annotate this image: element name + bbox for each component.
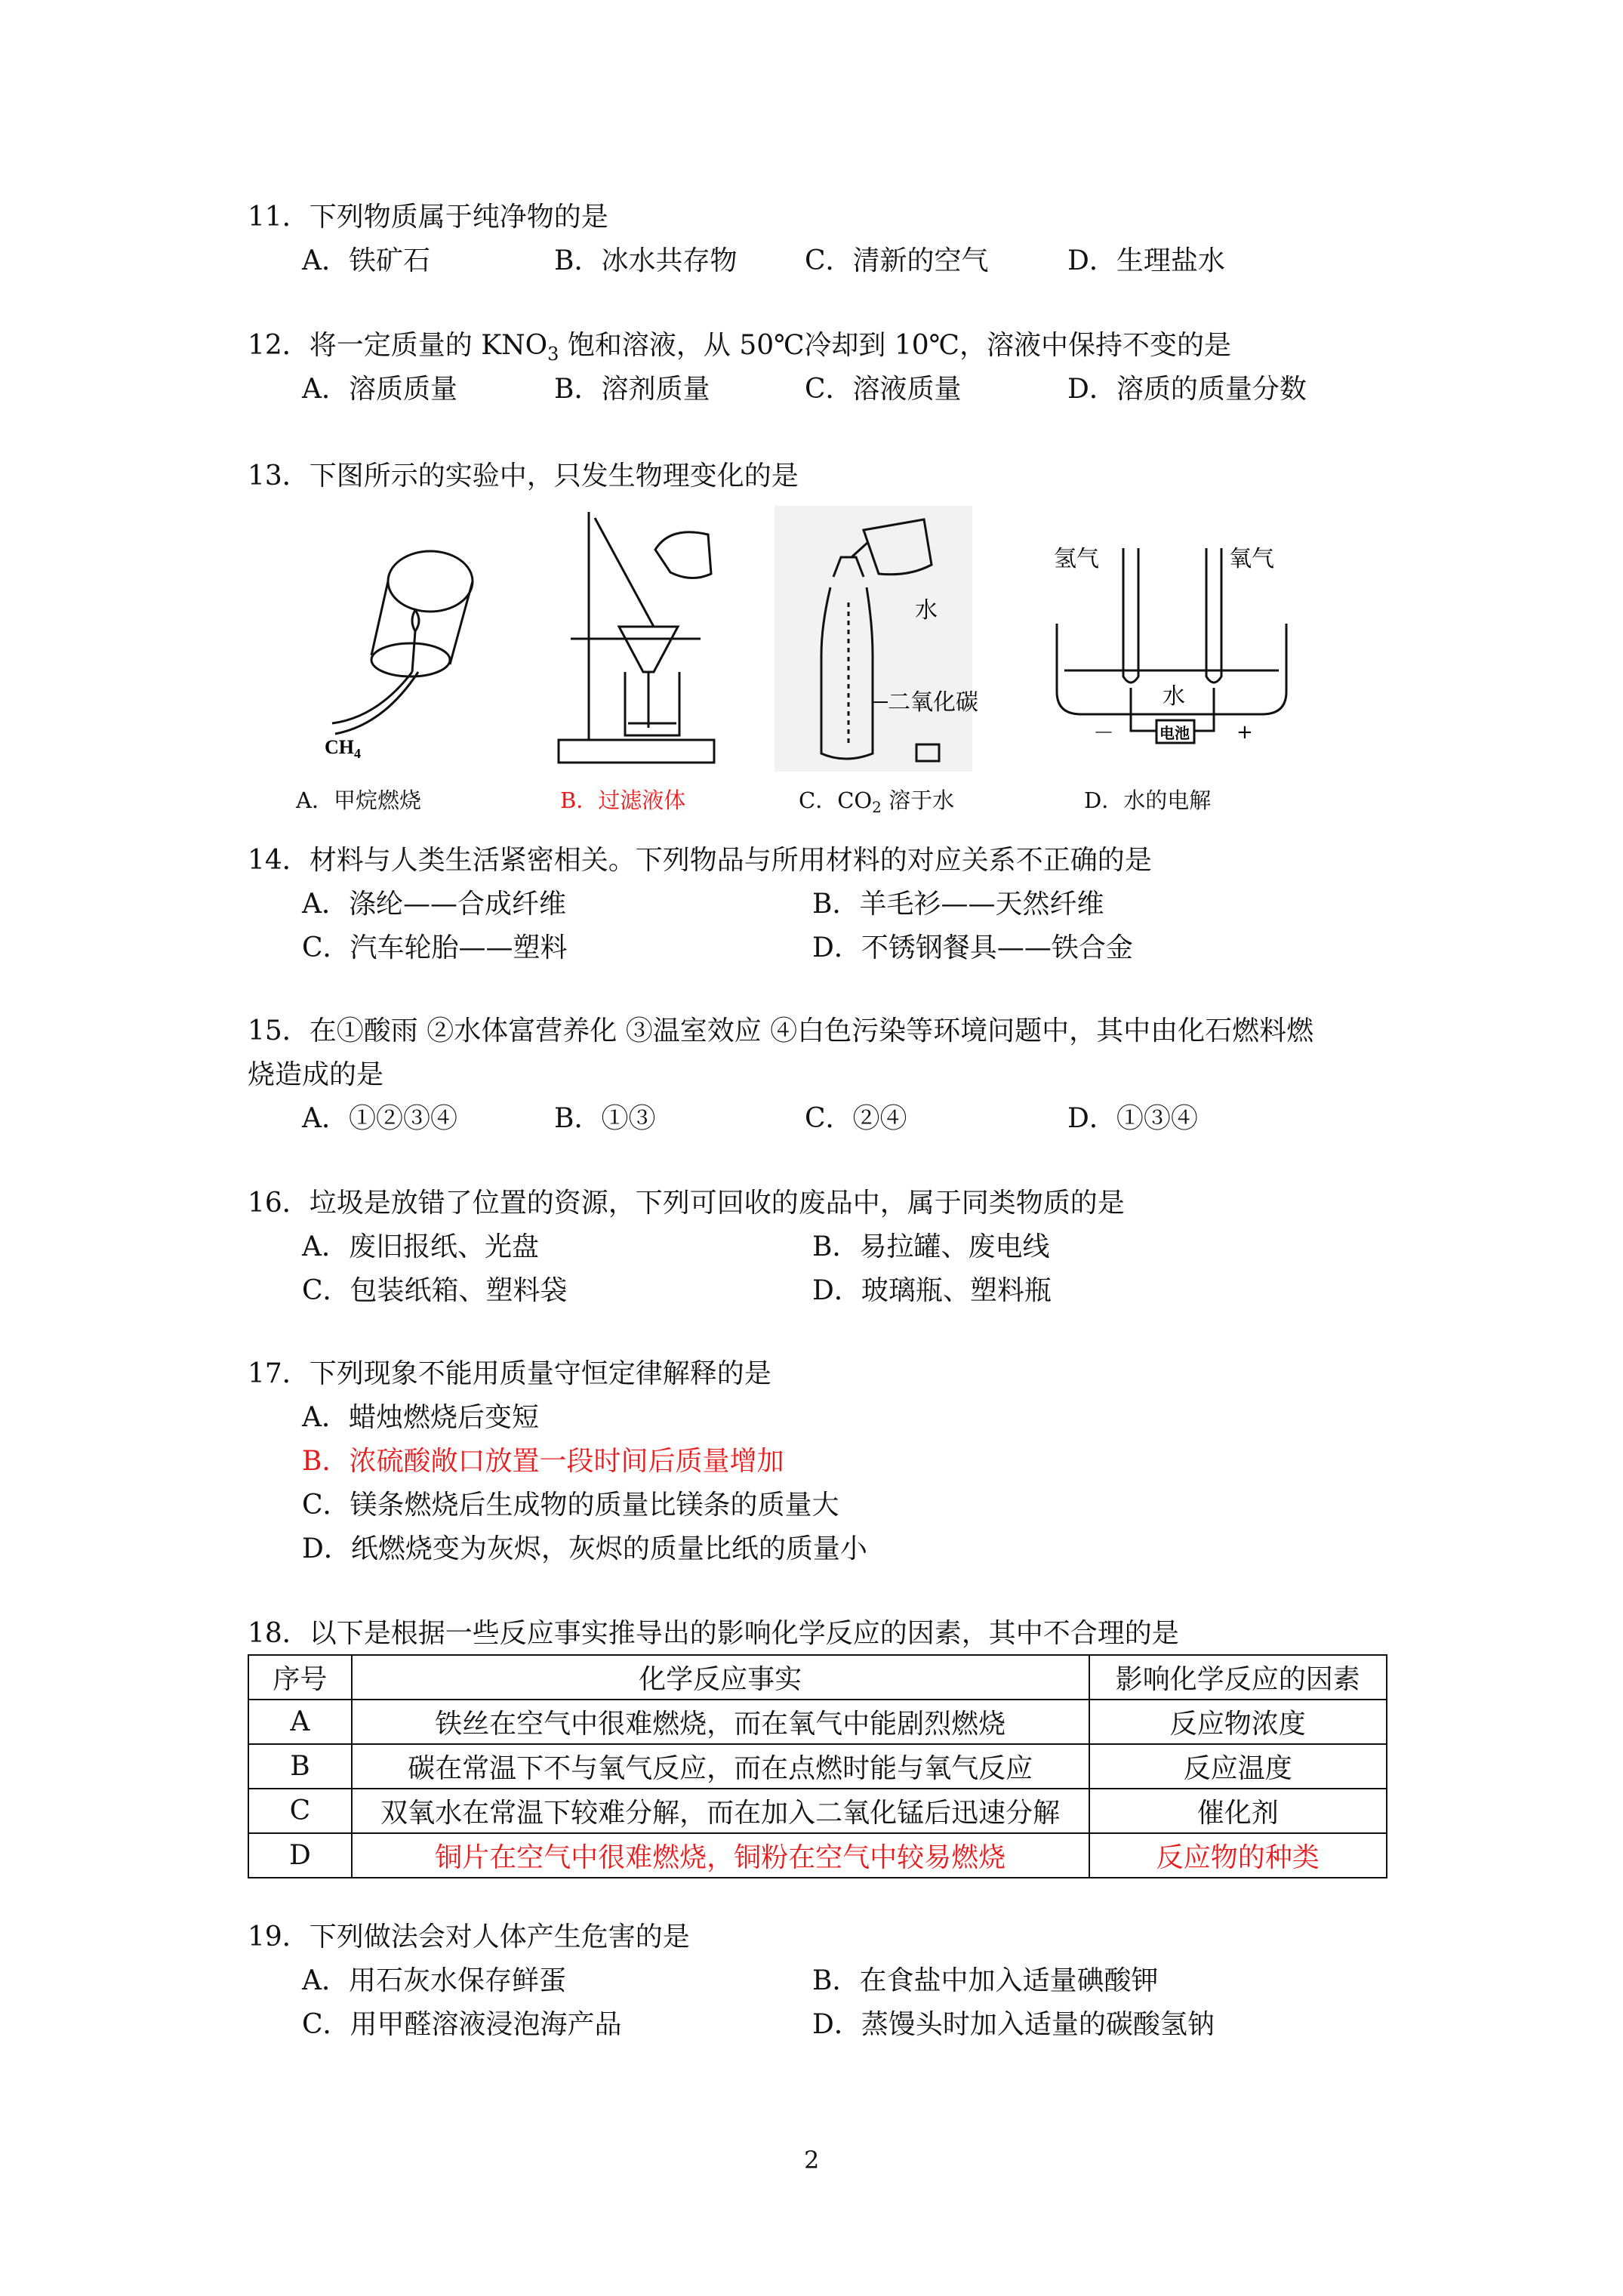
q11-stem: 11．下列物质属于纯净物的是 [248,202,608,233]
q12-option-a: A．溶质质量 [302,374,457,405]
header-index: 序号 [248,1655,352,1700]
q17-stem: 17．下列现象不能用质量守恒定律解释的是 [248,1358,771,1389]
co2-label: 二氧化碳 [888,689,978,716]
row-fact: 铁丝在空气中很难燃烧，而在氧气中能剧烈燃烧 [352,1700,1089,1744]
row-index: D [248,1833,352,1878]
table-row [248,1744,1387,1789]
page-number: 2 [804,2146,820,2174]
q13-stem: 13．下图所示的实验中，只发生物理变化的是 [248,461,799,492]
row-index: A [248,1700,352,1744]
figure-methane-burning [302,521,498,763]
q19-option-a: A．用石灰水保存鲜蛋 [302,1965,566,1996]
q13-caption-c [799,787,954,821]
q13-caption-d: D．水的电解 [1084,787,1212,813]
q16-option-c: C．包装纸箱、塑料袋 [302,1275,568,1306]
q14-option-b: B．羊毛衫——天然纤维 [812,889,1104,920]
q16-option-d: D．玻璃瓶、塑料瓶 [812,1275,1052,1306]
table-header-row [248,1655,1387,1700]
minus-label: － [1093,720,1115,745]
q12-stem-post: 饱和溶液，从 50℃冷却到 10℃，溶液中保持不变的是 [559,330,1231,361]
figure-filtration [550,504,723,776]
q16-stem: 16．垃圾是放错了位置的资源，下列可回收的废品中，属于同类物质的是 [248,1188,1125,1219]
row-factor: 催化剂 [1089,1789,1387,1833]
q13-caption-c-pre: C．CO [799,787,873,813]
q19-option-c: C．用甲醛溶液浸泡海产品 [302,2009,622,2040]
table-row [248,1700,1387,1744]
water-electrolysis-label: 水 [1163,683,1185,710]
figure-electrolysis [1051,533,1292,767]
table-row [248,1789,1387,1833]
q14-option-c: C．汽车轮胎——塑料 [302,932,568,963]
row-fact: 碳在常温下不与氧气反应，而在点燃时能与氧气反应 [352,1744,1089,1789]
q17-option-b: B．浓硫酸敞口放置一段时间后质量增加 [302,1446,784,1477]
ch4-label: $CH_4$ [325,736,361,761]
q15-stem-line1: 15．在①酸雨 ②水体富营养化 ③温室效应 ④白色污染等环境问题中，其中由化石燃料燃 [248,1015,1314,1046]
q18-stem: 18．以下是根据一些反应事实推导出的影响化学反应的因素，其中不合理的是 [248,1618,1179,1649]
q12-option-b: B．溶剂质量 [554,374,710,405]
q15-option-b: B．①③ [554,1103,656,1134]
header-factor: 影响化学反应的因素 [1089,1655,1387,1700]
q19-option-b: B．在食盐中加入适量碘酸钾 [812,1965,1159,1996]
q12-stem-sub: 3 [547,344,559,365]
q13-caption-a: A．甲烷燃烧 [296,787,421,813]
row-factor: 反应物的种类 [1089,1833,1387,1878]
row-fact: 铜片在空气中很难燃烧，铜粉在空气中较易燃烧 [352,1833,1089,1878]
row-factor: 反应物浓度 [1089,1700,1387,1744]
q11-option-d: D．生理盐水 [1067,245,1225,276]
q15-option-c: C．②④ [805,1103,907,1134]
q17-option-c: C．镁条燃烧后生成物的质量比镁条的质量大 [302,1490,839,1521]
q12-stem-pre: 12．将一定质量的 KNO [248,330,548,361]
q14-option-a: A．涤纶——合成纤维 [302,889,566,920]
water-label: 水 [915,597,938,624]
q16-option-a: A．废旧报纸、光盘 [302,1231,539,1262]
q15-option-d: D．①③④ [1067,1103,1198,1134]
q14-option-d: D．不锈钢餐具——铁合金 [812,932,1133,963]
q17-option-a: A．蜡烛燃烧后变短 [302,1402,539,1433]
q13-caption-c-sub: 2 [872,798,882,816]
q13-caption-c-post: 溶于水 [881,787,955,813]
q14-stem: 14．材料与人类生活紧密相关。下列物品与所用材料的对应关系不正确的是 [248,845,1152,876]
table-row [248,1833,1387,1878]
q11-option-c: C．清新的空气 [805,245,989,276]
oxygen-label: 氧气 [1229,546,1274,572]
figure-co2-dissolve [773,504,999,776]
q19-option-d: D．蒸馒头时加入适量的碳酸氢钠 [812,2009,1215,2040]
q13-caption-b: B．过滤液体 [560,787,686,813]
q15-stem-line2: 烧造成的是 [248,1059,384,1090]
q17-option-d: D．纸燃烧变为灰烬，灰烬的质量比纸的质量小 [302,1533,867,1564]
q12-option-c: C．溶液质量 [805,374,962,405]
row-fact: 双氧水在常温下较难分解，而在加入二氧化锰后迅速分解 [352,1789,1089,1833]
q12-option-d: D．溶质的质量分数 [1067,374,1307,405]
q11-option-b: B．冰水共存物 [554,245,738,276]
q11-option-a: A．铁矿石 [302,245,430,276]
battery-label: 电池 [1160,724,1190,742]
q18-table [248,1654,1387,1878]
q15-option-a: A．①②③④ [302,1103,457,1134]
plus-label: + [1236,721,1253,744]
row-index: B [248,1744,352,1789]
row-index: C [248,1789,352,1833]
q12-stem [248,329,1231,371]
q19-stem: 19．下列做法会对人体产生危害的是 [248,1922,690,1952]
q16-option-b: B．易拉罐、废电线 [812,1231,1050,1262]
row-factor: 反应温度 [1089,1744,1387,1789]
header-fact: 化学反应事实 [352,1655,1089,1700]
hydrogen-label: 氢气 [1054,546,1099,572]
